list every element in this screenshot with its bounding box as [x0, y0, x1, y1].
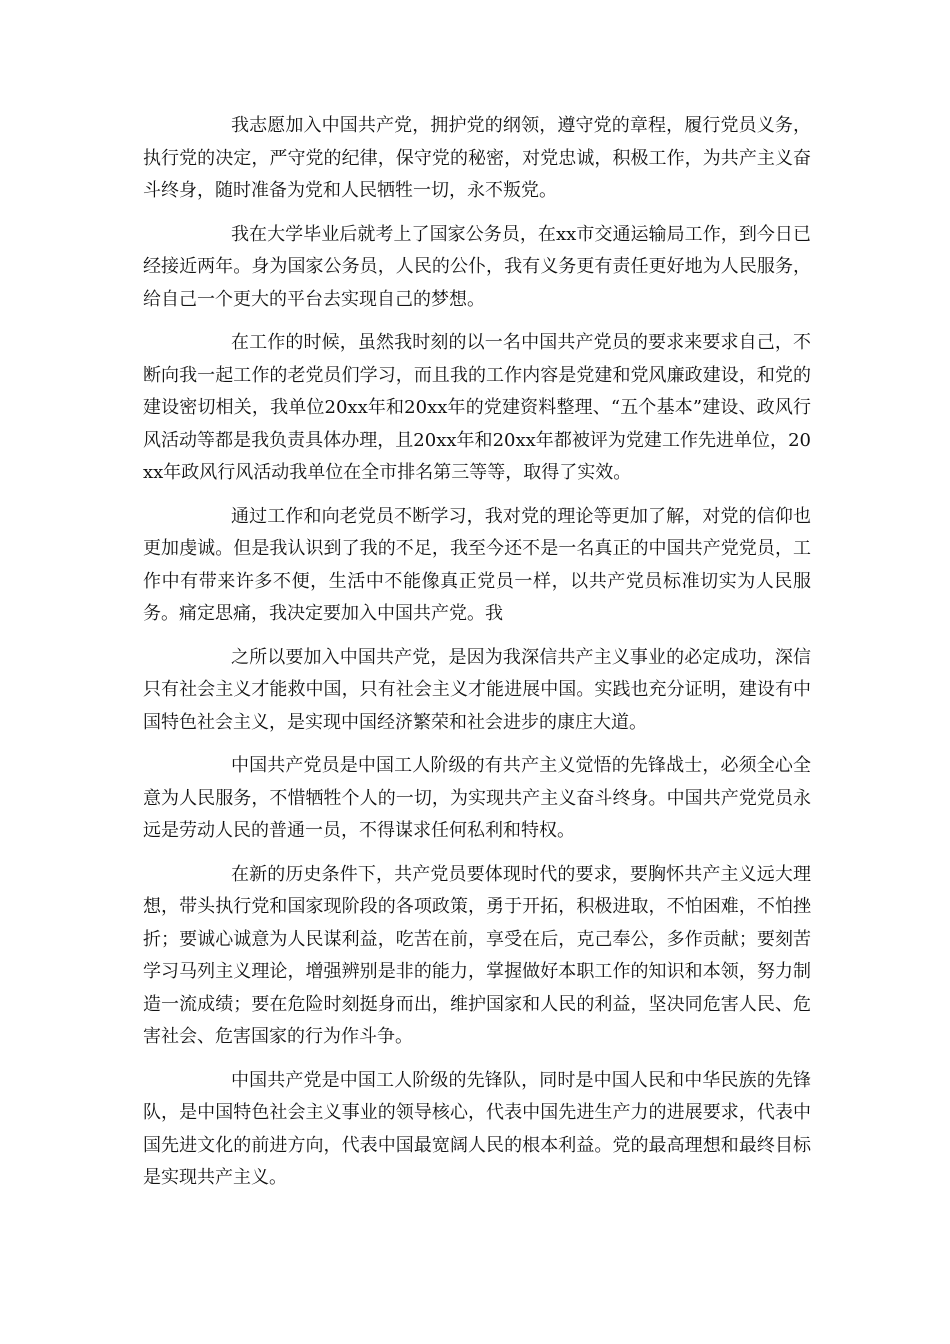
paragraph-1: 我志愿加入中国共产党，拥护党的纲领，遵守党的章程，履行党员义务，执行党的决定，严守党的纪律，保守党的秘密，对党忠诚，积极工作，为共产主义奋斗终身，随时准备为党和人民牺牲一切，永不叛党。 [143, 115, 811, 201]
paragraph-7: 在新的历史条件下，共产党员要体现时代的要求，要胸怀共产主义远大理想，带头执行党和国家现阶段的各项政策，勇于开拓，积极进取，不怕困难，不怕挫折；要诚心诚意为人民谋利益，吃苦在前，享受在后，克己奉公，多作贡献；要刻苦学习马列主义理论，增强辨别是非的能力，掌握做好本职工作的知识和本领，努力制造一流成绩；要在危险时刻挺身而出，维护国家和人民的利益，坚决同危害人民、危害社会、危害国家的行为作斗争。 [143, 863, 811, 1047]
paragraph-5: 之所以要加入中国共产党，是因为我深信共产主义事业的必定成功，深信只有社会主义才能救中国，只有社会主义才能进展中国。实践也充分证明，建设有中国特色社会主义，是实现中国经济繁荣和社会进步的康庄大道。 [143, 646, 811, 733]
paragraph-2: 我在大学毕业后就考上了国家公务员，在xx市交通运输局工作，到今日已经接近两年。身为国家公务员，人民的公仆，我有义务更有责任更好地为人民服务，给自己一个更大的平台去实现自己的梦想。 [143, 223, 811, 310]
paragraph-4: 通过工作和向老党员不断学习，我对党的理论等更加了解，对党的信仰也更加虔诚。但是我认识到了我的不足，我至今还不是一名真正的中国共产党党员，工作中有带来许多不便，生活中不能像真正党员一样，以共产党员标准切实为人民服务。痛定思痛，我决定要加入中国共产党。我 [143, 505, 811, 624]
document-body [143, 110, 811, 1206]
paragraph-8: 中国共产党是中国工人阶级的先锋队，同时是中国人民和中华民族的先锋队，是中国特色社会主义事业的领导核心，代表中国先进生产力的进展要求，代表中国先进文化的前进方向，代表中国最宽阔人民的根本利益。党的最高理想和最终目标是实现共产主义。 [143, 1069, 811, 1188]
paragraph-3: 在工作的时候，虽然我时刻的以一名中国共产党员的要求来要求自己，不断向我一起工作的老党员们学习，而且我的工作内容是党建和党风廉政建设，和党的建设密切相关，我单位20xx年和20xx年的党建资料整理、“五个基本”建设、政风行风活动等都是我负责具体办理，且20xx年和20xx年都被评为党建工作先进单位，20xx年政风行风活动我单位在全市排名第三等等，取得了实效。 [143, 332, 811, 483]
paragraph-6: 中国共产党员是中国工人阶级的有共产主义觉悟的先锋战士，必须全心全意为人民服务，不惜牺牲个人的一切，为实现共产主义奋斗终身。中国共产党党员永远是劳动人民的普通一员，不得谋求任何私利和特权。 [143, 755, 811, 841]
